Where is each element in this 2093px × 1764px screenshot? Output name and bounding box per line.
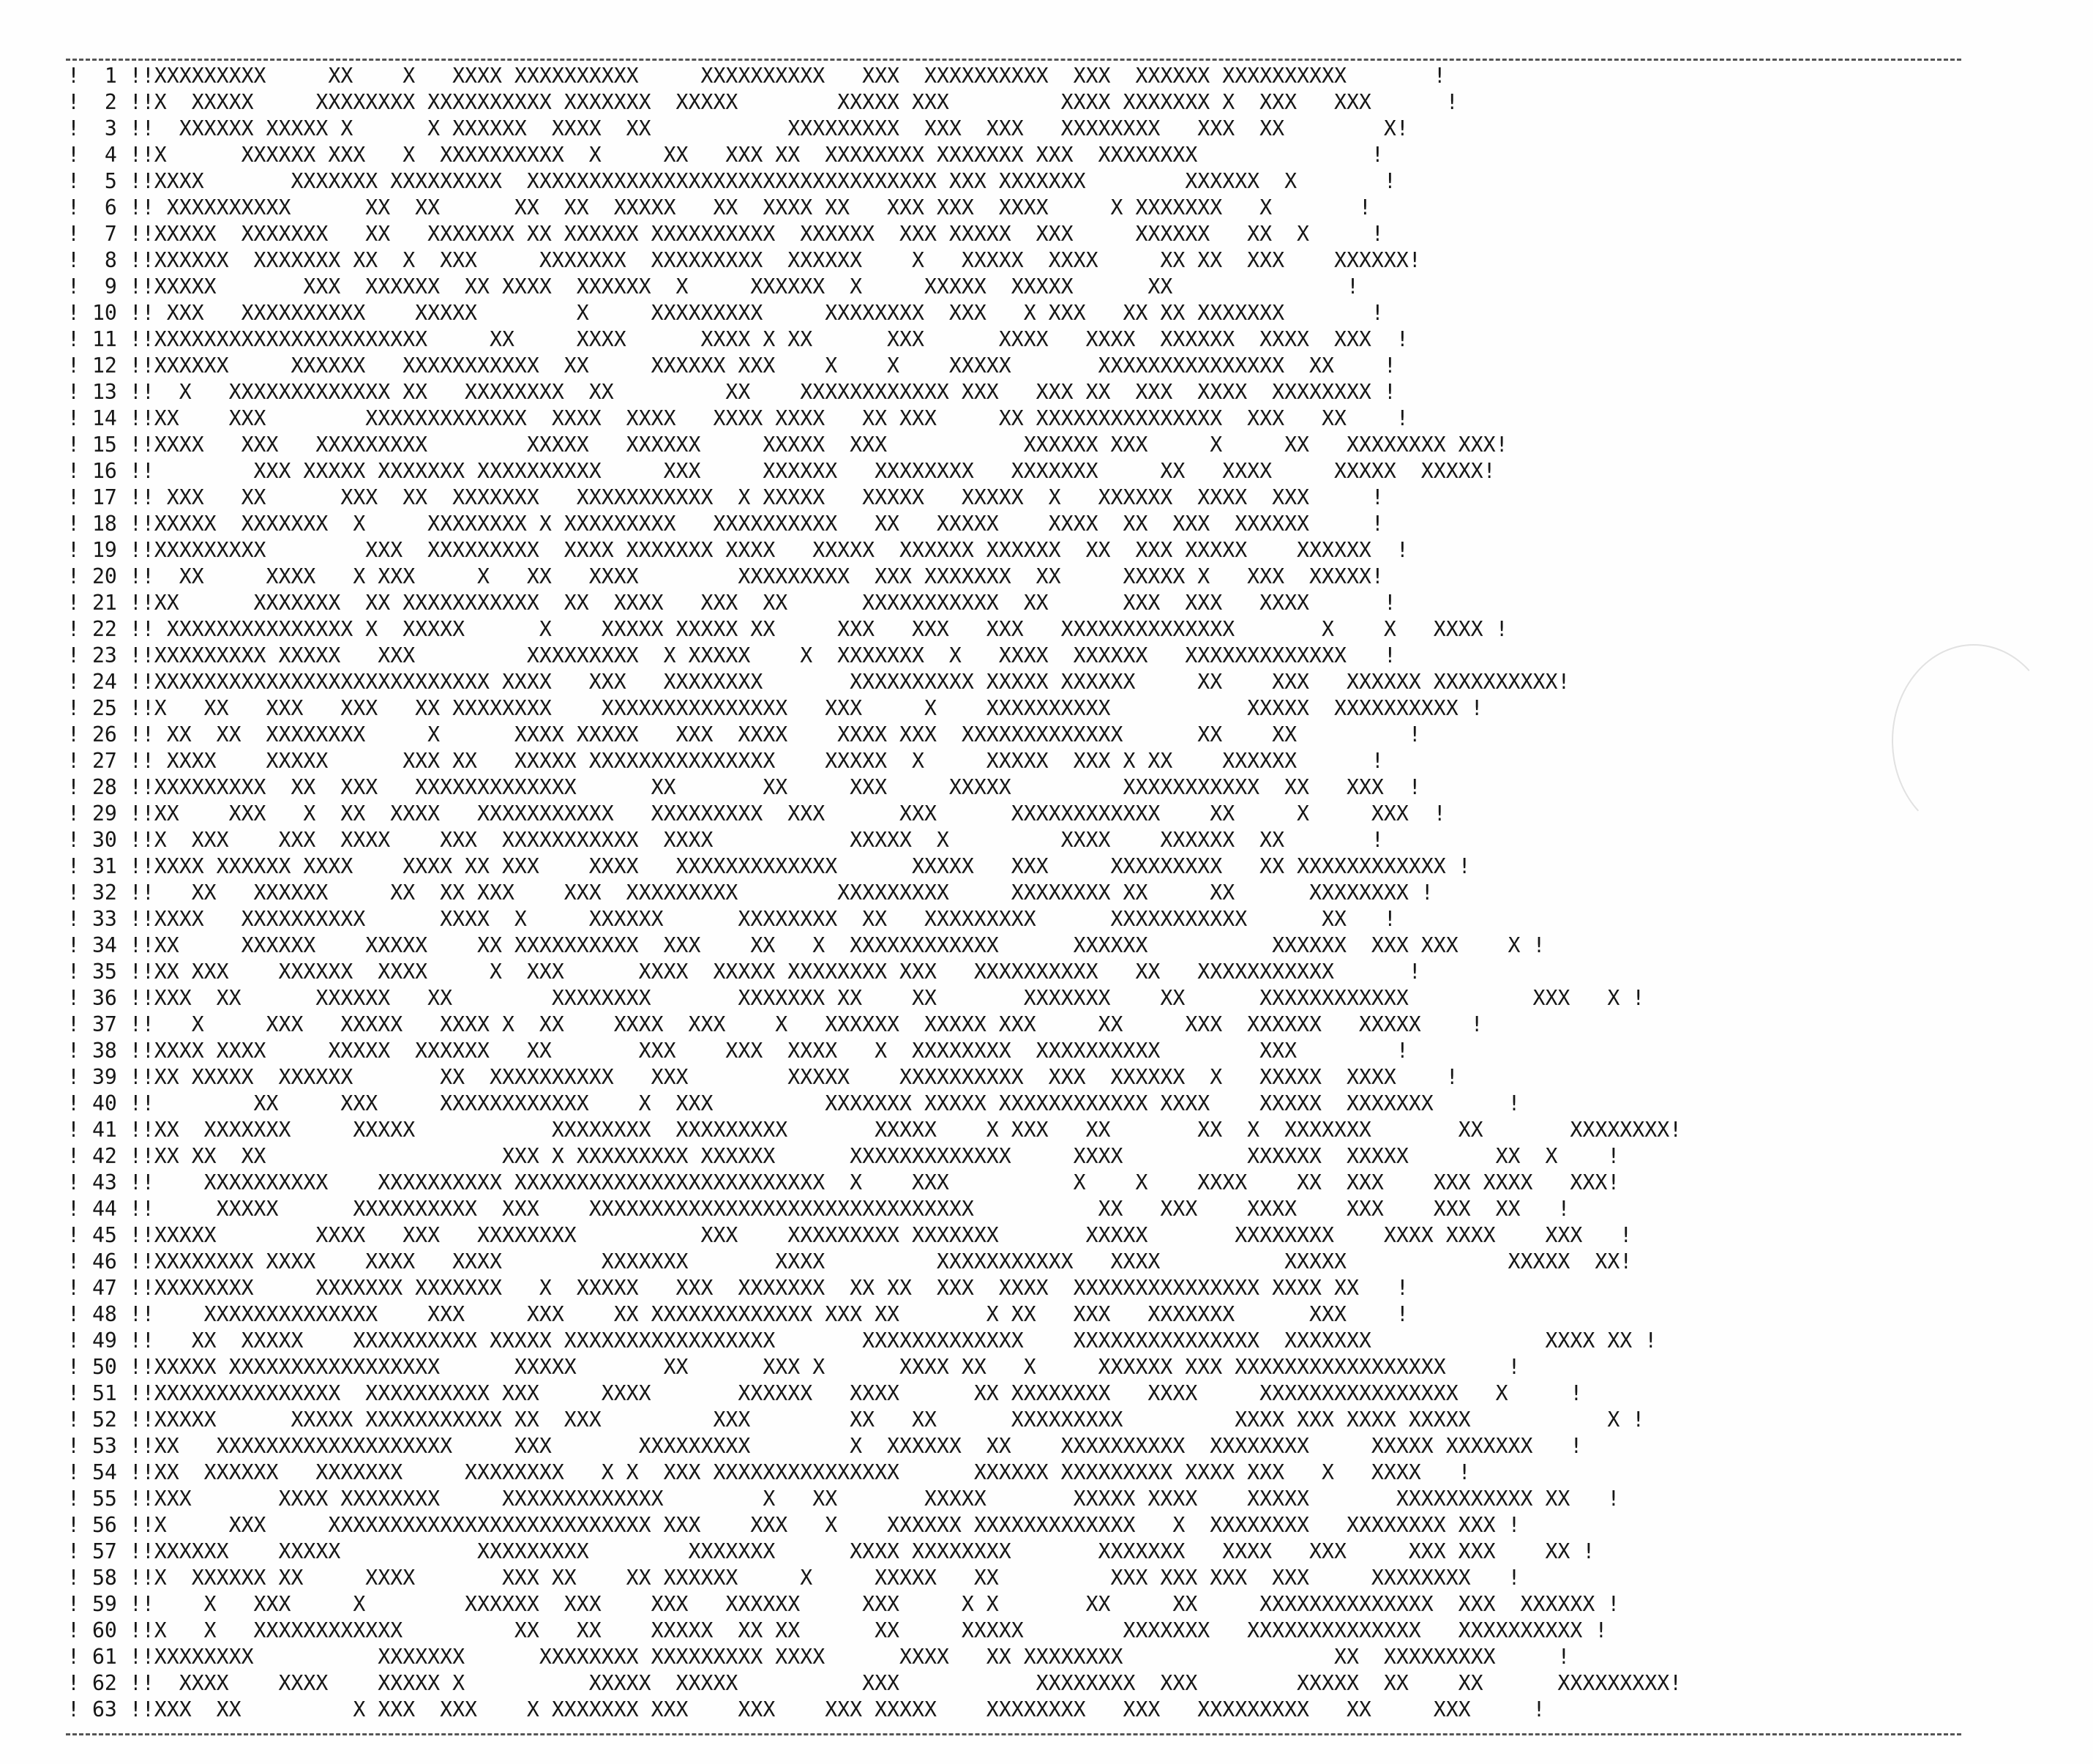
printout-row: ! 22 !! XXXXXXXXXXXXXXX X XXXXX X XXXXX XXXXX XX XXX XXX XXX XXXXXXXXXXXXXX X X XXXX ! — [67, 617, 1508, 641]
printout-row: ! 37 !! X XXX XXXXX XXXX X XX XXXX XXX X XXXXXX XXXXX XXX XX XXX XXXXXX XXXXX ! — [67, 1012, 1483, 1036]
printout-row: ! 59 !! X XXX X XXXXXX XXX XXX XXXXXX XXX X X XX XX XXXXXXXXXXXXXX XXX XXXXXX ! — [67, 1592, 1620, 1616]
printout-row: ! 6 !! XXXXXXXXXX XX XX XX XX XXXXX XX XXXX XX XXX XXX XXXX X XXXXXXX X ! — [67, 195, 1371, 220]
printout-row: ! 9 !!XXXXX XXX XXXXXX XX XXXX XXXXXX X XXXXXX X XXXXX XXXXX XX ! — [67, 274, 1359, 299]
printout-row: ! 57 !!XXXXXX XXXXX XXXXXXXXX XXXXXXX XXXX XXXXXXXX XXXXXXX XXXX XXX XXX XXX XX ! — [67, 1539, 1595, 1563]
printout-row: ! 52 !!XXXXX XXXXX XXXXXXXXXXX XX XXX XXX XX XX XXXXXXXXX XXXX XXX XXXX XXXXX X ! — [67, 1408, 1645, 1432]
printout-row: ! 15 !!XXXX XXX XXXXXXXXX XXXXX XXXXXX XXXXX XXX XXXXXX XXX X XX XXXXXXXX XXX! — [67, 433, 1508, 457]
printout-row: ! 10 !! XXX XXXXXXXXXX XXXXX X XXXXXXXXX XXXXXXXX XXX X XXX XX XX XXXXXXX ! — [67, 301, 1384, 325]
printout-row: ! 33 !!XXXX XXXXXXXXXX XXXX X XXXXXX XXXXXXXX XX XXXXXXXXX XXXXXXXXXXX XX ! — [67, 907, 1396, 931]
printout-row: ! 11 !!XXXXXXXXXXXXXXXXXXXXXX XX XXXX XXXX X XX XXX XXXX XXXX XXXXXX XXXX XXX ! — [67, 327, 1409, 351]
printout-row: ! 21 !!XX XXXXXXX XX XXXXXXXXXXX XX XXXX XXX XX XXXXXXXXXXX XX XXX XXX XXXX ! — [67, 591, 1396, 615]
printout-row: ! 62 !! XXXX XXXX XXXXX X XXXXX XXXXX XXX XXXXXXXX XXX XXXXX XX XX XXXXXXXXX! — [67, 1671, 1682, 1695]
printout-row: ! 35 !!XX XXX XXXXXX XXXX X XXX XXXX XXXXX XXXXXXXX XXX XXXXXXXXXX XX XXXXXXXXXXX ! — [67, 960, 1421, 984]
printout-row: ! 16 !! XXX XXXXX XXXXXXX XXXXXXXXXX XXX XXXXXX XXXXXXXX XXXXXXX XX XXXX XXXXX XXXXX! — [67, 459, 1496, 483]
printout-row: ! 27 !! XXXX XXXXX XXX XX XXXXX XXXXXXXXXXXXXXX XXXXX X XXXXX XXX X XX XXXXXX ! — [67, 749, 1384, 773]
printout-row: ! 49 !! XX XXXXX XXXXXXXXXX XXXXX XXXXXXXXXXXXXXXXX XXXXXXXXXXXXX XXXXXXXXXXXXXXX XXXXXXX XXXX XX ! — [67, 1328, 1658, 1353]
printout-row: ! 39 !!XX XXXXX XXXXXX XX XXXXXXXXXX XXX XXXXX XXXXXXXXXX XXX XXXXXX X XXXXX XXXX ! — [67, 1065, 1459, 1089]
printout-row: ! 20 !! XX XXXX X XXX X XX XXXX XXXXXXXXX XXX XXXXXXX XX XXXXX X XXX XXXXX! — [67, 564, 1384, 588]
printout-row: ! 40 !! XX XXX XXXXXXXXXXXX X XXX XXXXXXX XXXXX XXXXXXXXXXXX XXXX XXXXX XXXXXXX ! — [67, 1091, 1521, 1115]
printout-row: ! 42 !!XX XX XX XXX X XXXXXXXXX XXXXXX XXXXXXXXXXXXX XXXX XXXXXX XXXXX XX X ! — [67, 1144, 1620, 1168]
printout-row: ! 28 !!XXXXXXXXX XX XXX XXXXXXXXXXXXX XX XX XXX XXXXX XXXXXXXXXXX XX XXX ! — [67, 775, 1421, 799]
printout-row: ! 38 !!XXXX XXXX XXXXX XXXXXX XX XXX XXX XXXX X XXXXXXXX XXXXXXXXXX XXX ! — [67, 1039, 1409, 1063]
printout-row: ! 23 !!XXXXXXXXX XXXXX XXX XXXXXXXXX X XXXXX X XXXXXXX X XXXX XXXXXX XXXXXXXXXXXXX ! — [67, 643, 1396, 668]
printout-row: ! 24 !!XXXXXXXXXXXXXXXXXXXXXXXXXXX XXXX XXX XXXXXXXX XXXXXXXXXX XXXXX XXXXXX XX XXX XXXXXX XXXXXXXXXX! — [67, 670, 1570, 694]
printout-row: ! 12 !!XXXXXX XXXXXX XXXXXXXXXXX XX XXXXXX XXX X X XXXXX XXXXXXXXXXXXXXX XX ! — [67, 354, 1396, 378]
printout-row: ! 5 !!XXXX XXXXXXX XXXXXXXXX XXXXXXXXXXXXXXXXXXXXXXXXXXXXXXXXX XXX XXXXXXX XXXXXX X ! — [67, 169, 1396, 193]
printout-row: ! 17 !! XXX XX XXX XX XXXXXXX XXXXXXXXXXX X XXXXX XXXXX XXXXX X XXXXXX XXXX XXX ! — [67, 485, 1384, 509]
printout-row: ! 61 !!XXXXXXXX XXXXXXX XXXXXXXX XXXXXXXXX XXXX XXXX XX XXXXXXXX XX XXXXXXXXX ! — [67, 1645, 1570, 1669]
printout-row: ! 29 !!XX XXX X XX XXXX XXXXXXXXXXX XXXXXXXXX XXX XXX XXXXXXXXXXXX XX X XXX ! — [67, 801, 1446, 826]
printout-row: ! 47 !!XXXXXXXX XXXXXXX XXXXXXX X XXXXX XXX XXXXXXX XX XX XXX XXXX XXXXXXXXXXXXXXX XXXX XX ! — [67, 1276, 1409, 1300]
printout-row: ! 18 !!XXXXX XXXXXXX X XXXXXXXX X XXXXXXXXX XXXXXXXXXX XX XXXXX XXXX XX XXX XXXXXX ! — [67, 512, 1384, 536]
bottom-dashed-border — [66, 1733, 1961, 1735]
printout-row: ! 46 !!XXXXXXXX XXXX XXXX XXXX XXXXXXX XXXX XXXXXXXXXXX XXXX XXXXX XXXXX XX! — [67, 1249, 1633, 1274]
printout-row: ! 54 !!XX XXXXXX XXXXXXX XXXXXXXX X X XXX XXXXXXXXXXXXXXX XXXXXX XXXXXXXXX XXXX XXX X XXXX ! — [67, 1460, 1471, 1484]
printout-row: ! 55 !!XXX XXXX XXXXXXXX XXXXXXXXXXXXX X XX XXXXX XXXXX XXXX XXXXX XXXXXXXXXXX XX ! — [67, 1487, 1620, 1511]
printout-row: ! 14 !!XX XXX XXXXXXXXXXXXX XXXX XXXX XXXX XXXX XX XXX XX XXXXXXXXXXXXXXX XXX XX ! — [67, 406, 1409, 430]
printout-row: ! 4 !!X XXXXXX XXX X XXXXXXXXXX X XX XXX XX XXXXXXXX XXXXXXX XXX XXXXXXXX ! — [67, 143, 1384, 167]
printout-row: ! 53 !!XX XXXXXXXXXXXXXXXXXXX XXX XXXXXXXXX X XXXXXX XX XXXXXXXXXX XXXXXXXX XXXXX XXXXXXX ! — [67, 1434, 1583, 1458]
printout-row: ! 44 !! XXXXX XXXXXXXXXX XXX XXXXXXXXXXXXXXXXXXXXXXXXXXXXXXX XX XXX XXXX XXX XXX XX ! — [67, 1197, 1570, 1221]
printout-row: ! 45 !!XXXXX XXXX XXX XXXXXXXX XXX XXXXXXXXX XXXXXXX XXXXX XXXXXXXX XXXX XXXX XXX ! — [67, 1223, 1633, 1247]
printout-row: ! 3 !! XXXXXX XXXXX X X XXXXXX XXXX XX XXXXXXXXX XXX XXX XXXXXXXX XXX XX X! — [67, 116, 1409, 141]
printout-row: ! 60 !!X X XXXXXXXXXXXX XX XX XXXXX XX XX XX XXXXX XXXXXXX XXXXXXXXXXXXXX XXXXXXXXXX ! — [67, 1618, 1608, 1642]
printout-row: ! 26 !! XX XX XXXXXXXX X XXXX XXXXX XXX XXXX XXXX XXX XXXXXXXXXXXXX XX XX ! — [67, 722, 1421, 747]
printout-row: ! 2 !!X XXXXX XXXXXXXX XXXXXXXXXX XXXXXXX XXXXX XXXXX XXX XXXX XXXXXXX X XXX XXX ! — [67, 90, 1459, 114]
printout-row: ! 7 !!XXXXX XXXXXXX XX XXXXXXX XX XXXXXX XXXXXXXXXX XXXXXX XXX XXXXX XXX XXXXXX XX X ! — [67, 222, 1384, 246]
printout-row: ! 50 !!XXXXX XXXXXXXXXXXXXXXXX XXXXX XX XXX X XXXX XX X XXXXXX XXX XXXXXXXXXXXXXXXXX ! — [67, 1355, 1521, 1379]
printout-row: ! 1 !!XXXXXXXXX XX X XXXX XXXXXXXXXX XXXXXXXXXX XXX XXXXXXXXXX XXX XXXXXX XXXXXXXXXX ! — [67, 64, 1446, 88]
printout-body — [67, 63, 2043, 1732]
printout-row: ! 34 !!XX XXXXXX XXXXX XX XXXXXXXXXX XXX XX X XXXXXXXXXXXX XXXXXX XXXXXX XXX XXX X ! — [67, 933, 1546, 957]
printout-row: ! 25 !!X XX XXX XXX XX XXXXXXXX XXXXXXXXXXXXXXX XXX X XXXXXXXXXX XXXXX XXXXXXXXXX ! — [67, 696, 1483, 720]
printout-row: ! 36 !!XXX XX XXXXXX XX XXXXXXXX XXXXXXX XX XX XXXXXXX XX XXXXXXXXXXXX XXX X ! — [67, 986, 1645, 1010]
printout-row: ! 58 !!X XXXXXX XX XXXX XXX XX XX XXXXXX X XXXXX XX XXX XXX XXX XXX XXXXXXXX ! — [67, 1566, 1521, 1590]
printout-row: ! 63 !!XXX XX X XXX XXX X XXXXXXX XXX XXX XXX XXXXX XXXXXXXX XXX XXXXXXXXX XX XXX ! — [67, 1697, 1546, 1722]
printout-row: ! 8 !!XXXXXX XXXXXXX XX X XXX XXXXXXX XXXXXXXXX XXXXXX X XXXXX XXXX XX XX XXX XXXXXX! — [67, 248, 1421, 272]
printout-row: ! 43 !! XXXXXXXXXX XXXXXXXXXX XXXXXXXXXXXXXXXXXXXXXXXXX X XXX X X XXXX XX XXX XXX XXXX XXX! — [67, 1170, 1620, 1195]
printout-row: ! 13 !! X XXXXXXXXXXXXX XX XXXXXXXX XX XX XXXXXXXXXXXX XXX XXX XX XXX XXXX XXXXXXXX ! — [67, 380, 1396, 404]
printout-row: ! 31 !!XXXX XXXXXX XXXX XXXX XX XXX XXXX XXXXXXXXXXXXX XXXXX XXX XXXXXXXXX XX XXXXXXXXXXXX ! — [67, 854, 1471, 878]
printout-row: ! 41 !!XX XXXXXXX XXXXX XXXXXXXX XXXXXXXXX XXXXX X XXX XX XX X XXXXXXX XX XXXXXXXX! — [67, 1118, 1682, 1142]
printout-row: ! 19 !!XXXXXXXXX XXX XXXXXXXXX XXXX XXXXXXX XXXX XXXXX XXXXXX XXXXXX XX XXX XXXXX XXXXXX ! — [67, 538, 1409, 562]
printout-row: ! 48 !! XXXXXXXXXXXXXX XXX XXX XX XXXXXXXXXXXXX XXX XX X XX XXX XXXXXXX XXX ! — [67, 1302, 1409, 1326]
printout-row: ! 30 !!X XXX XXX XXXX XXX XXXXXXXXXXX XXXX XXXXX X XXXX XXXXXX XX ! — [67, 828, 1384, 852]
printout-row: ! 56 !!X XXX XXXXXXXXXXXXXXXXXXXXXXXXXX XXX XXX X XXXXXX XXXXXXXXXXXXX X XXXXXXXX XXXXXXXX XXX ! — [67, 1513, 1521, 1537]
printout-row: ! 51 !!XXXXXXXXXXXXXXX XXXXXXXXXX XXX XXXX XXXXXX XXXX XX XXXXXXXX XXXX XXXXXXXXXXXXXXXX X ! — [67, 1381, 1583, 1405]
top-dashed-border — [66, 59, 1961, 61]
printout-row: ! 32 !! XX XXXXXX XX XX XXX XXX XXXXXXXXX XXXXXXXXX XXXXXXXX XX XX XXXXXXXX ! — [67, 881, 1434, 905]
